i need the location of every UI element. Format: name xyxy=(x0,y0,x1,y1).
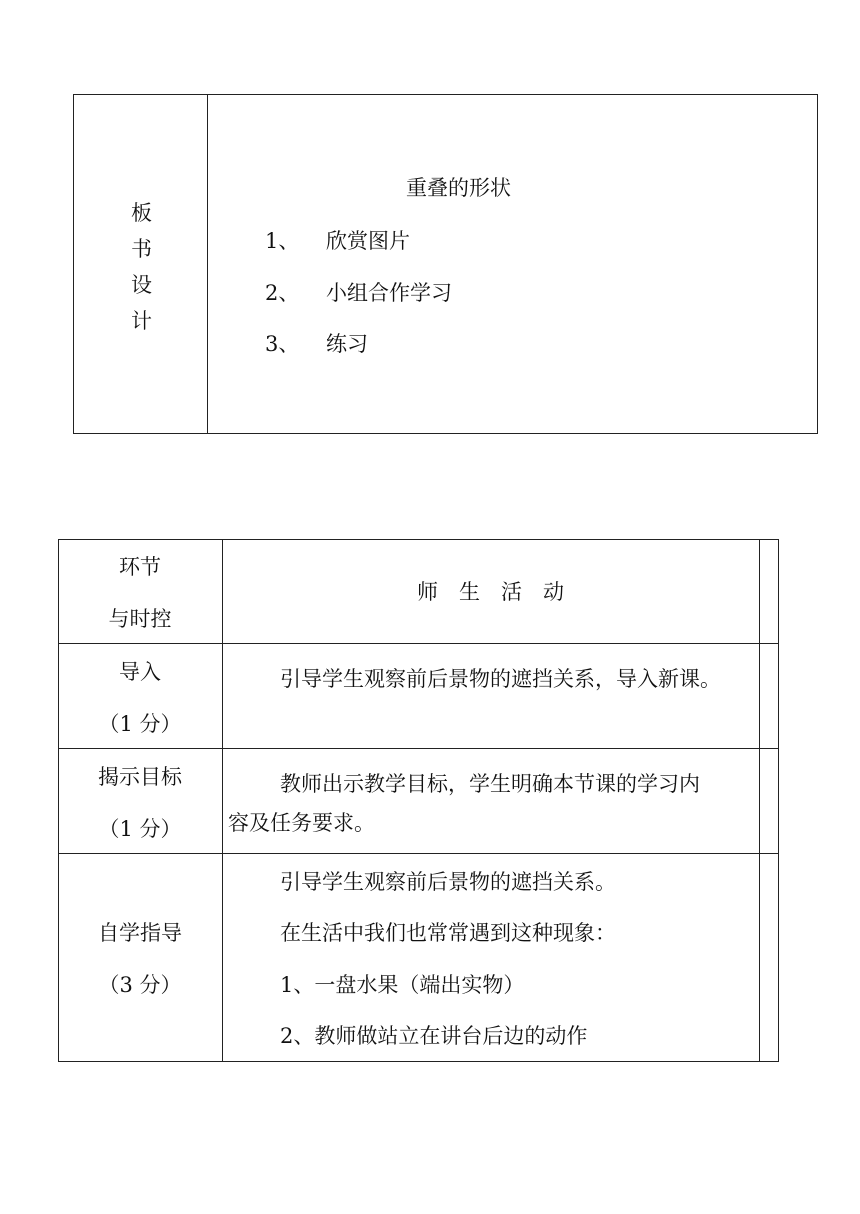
table-column-divider xyxy=(222,539,223,1062)
table-border-top xyxy=(73,94,818,95)
row-time: （1 分） xyxy=(98,712,182,736)
row-activity-line: 容及任务要求。 xyxy=(228,811,375,835)
board-item-number: 2、 xyxy=(265,281,300,305)
table-border-right xyxy=(817,94,818,434)
table-row-divider xyxy=(58,853,779,854)
row-activity-line: 2、教师做站立在讲台后边的动作 xyxy=(280,1024,588,1048)
table-row-divider xyxy=(58,643,779,644)
header-stage-line1: 环节 xyxy=(119,555,161,579)
board-item-text: 小组合作学习 xyxy=(326,281,452,305)
board-title: 重叠的形状 xyxy=(406,176,511,200)
row-time: （1 分） xyxy=(98,817,182,841)
row-activity-line: 引导学生观察前后景物的遮挡关系，导入新课。 xyxy=(280,667,721,691)
row-stage: 自学指导 xyxy=(98,921,182,945)
table-border-left xyxy=(73,94,74,434)
table-border-bottom xyxy=(73,433,818,434)
row-activity-line: 1、一盘水果（端出实物） xyxy=(280,973,525,997)
table-row-divider xyxy=(58,748,779,749)
row-activity-line: 引导学生观察前后景物的遮挡关系。 xyxy=(280,870,616,894)
table-column-divider xyxy=(759,539,760,1062)
board-item-text: 练习 xyxy=(326,332,368,356)
board-item-text: 欣赏图片 xyxy=(326,229,410,253)
board-label-char: 计 xyxy=(131,309,152,333)
board-item-number: 3、 xyxy=(265,332,300,356)
table-border-right xyxy=(778,539,779,1062)
row-time: （3 分） xyxy=(98,973,182,997)
board-label-char: 书 xyxy=(131,237,152,261)
table-column-divider xyxy=(207,94,208,434)
board-label-char: 板 xyxy=(131,201,152,225)
header-activity: 师 生 活 动 xyxy=(417,580,564,604)
table-border-top xyxy=(58,539,779,540)
header-stage-line2: 与时控 xyxy=(108,607,172,631)
row-stage: 揭示目标 xyxy=(98,765,182,789)
row-activity-line: 在生活中我们也常常遇到这种现象： xyxy=(280,921,616,945)
board-item-number: 1、 xyxy=(265,229,300,253)
board-label-char: 设 xyxy=(131,273,152,297)
row-activity-line: 教师出示教学目标，学生明确本节课的学习内 xyxy=(280,772,700,796)
row-stage: 导入 xyxy=(119,660,161,684)
table-border-bottom xyxy=(58,1061,779,1062)
